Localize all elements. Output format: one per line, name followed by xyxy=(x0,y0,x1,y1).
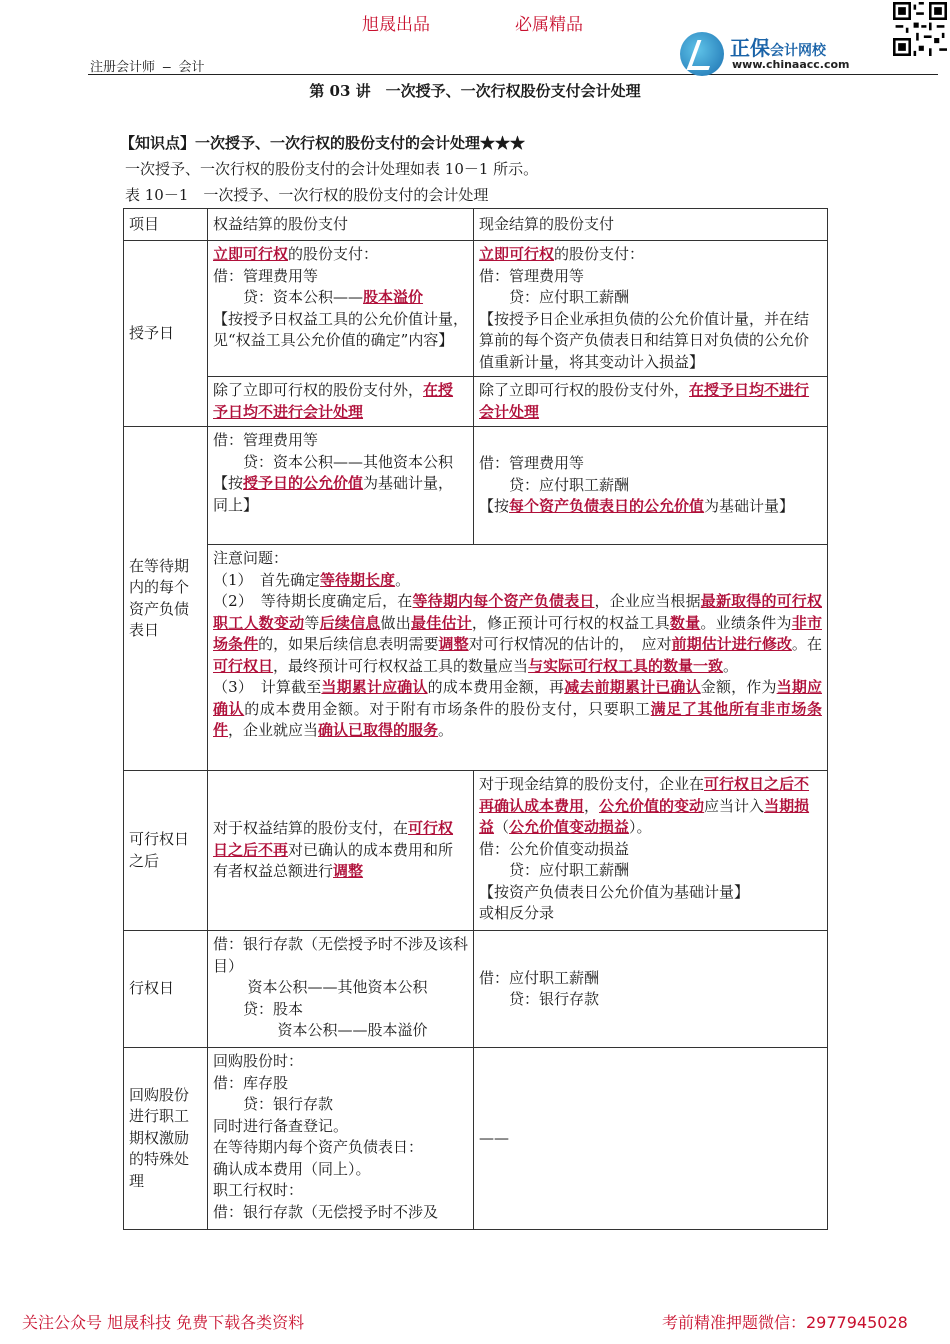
text: ，修正预计可行权的权益工具 xyxy=(471,613,670,632)
text-line xyxy=(213,287,468,309)
lecture-title: 第 03 讲 一次授予、一次行权股份支付会计处理 xyxy=(309,82,641,100)
text: （3） 计算截至 xyxy=(213,678,322,696)
logo-brand-suffix: 会计网校 xyxy=(770,43,826,59)
text: 除了立即可行权的股份支付外， xyxy=(213,381,424,399)
text-line: 借：应付职工薪酬 xyxy=(479,968,600,987)
note-2 xyxy=(213,591,822,677)
highlight: 当期应确认 xyxy=(213,678,822,718)
highlight: 满足了其他所有非市场条件 xyxy=(213,699,822,739)
text: 等 xyxy=(304,613,320,632)
highlight: 可行权日之后不再确认成本费用 xyxy=(479,775,810,815)
header-item: 项目 xyxy=(124,209,208,241)
text: 。 xyxy=(723,656,739,675)
table-row xyxy=(124,931,828,1048)
header-equity: 权益结算的股份支付 xyxy=(208,209,474,241)
text: ，企业应当根据 xyxy=(594,592,701,610)
text-line: 资本公积——其他资本公积 xyxy=(247,978,428,996)
exercise-equity-cell xyxy=(208,931,474,1048)
header-brand-right: 必属精品 xyxy=(515,15,583,35)
logo-mark-icon xyxy=(680,32,724,76)
text: 【按 xyxy=(479,497,510,516)
highlight: 前期估计进行修改 xyxy=(671,635,792,653)
text-line: 借：银行存款（无偿授予时不涉及 xyxy=(213,1202,439,1221)
text: 为基础计量，同上】 xyxy=(213,474,454,514)
text: （1） 首先确定 xyxy=(213,570,321,589)
text-line: 【按授予日权益工具的公允价值计量，见“权益工具公允价值的确定”内容】 xyxy=(213,309,469,349)
highlight: 授予日的公允价值 xyxy=(243,474,364,492)
text-line: 贷：应付职工薪酬 xyxy=(509,475,630,494)
text: 的股份支付： xyxy=(288,245,379,263)
grant-cash-other xyxy=(474,377,828,427)
text-line xyxy=(479,774,822,839)
text: 对于权益结算的股份支付，在 xyxy=(213,819,409,838)
text-line xyxy=(479,496,822,518)
text-line: 贷：银行存款 xyxy=(509,990,600,1008)
row-label-grant: 授予日 xyxy=(124,241,208,427)
highlight: 在授予日均不进行会计处理 xyxy=(213,381,454,421)
highlight: 确认已取得的服务 xyxy=(318,721,439,739)
after-vest-cash-cell xyxy=(474,771,828,931)
highlight: 每个资产负债表日的公允价值 xyxy=(509,497,705,516)
highlight: 非市场条件 xyxy=(213,613,822,653)
table-caption: 表 10－1 一次授予、一次行权的股份支付的会计处理 xyxy=(125,186,489,204)
highlight: 调整 xyxy=(438,635,469,653)
table-row xyxy=(124,241,828,377)
footer-left: 关注公众号 旭晟科技 免费下载各类资料 xyxy=(22,1313,305,1332)
highlight: 等待期内每个资产负债表日 xyxy=(412,592,595,610)
intro-text: 一次授予、一次行权的股份支付的会计处理如表 10－1 所示。 xyxy=(125,160,539,178)
accounting-table xyxy=(123,208,828,1230)
text: 。业绩条件为 xyxy=(700,613,792,632)
text: 【按 xyxy=(213,474,244,492)
note-1 xyxy=(213,570,822,592)
text-line: 确认成本费用（同上）。 xyxy=(213,1159,371,1178)
row-label-buyback: 回购股份进行职工期权激励的特殊处理 xyxy=(124,1048,208,1230)
highlight: 数量 xyxy=(669,613,701,632)
text: 。 xyxy=(395,570,411,589)
note-3 xyxy=(213,677,822,742)
text-line xyxy=(213,244,468,266)
table-row xyxy=(124,427,828,545)
logo-brand xyxy=(730,32,826,61)
text-line xyxy=(213,473,468,516)
buyback-equity-cell xyxy=(208,1048,474,1230)
text-line: 贷：资本公积——其他资本公积 xyxy=(243,452,454,471)
text: ，最终预计可行权权益工具的数量应当 xyxy=(273,656,529,675)
text-line: 贷：应付职工薪酬 xyxy=(509,861,630,879)
grant-equity-cell xyxy=(208,241,474,377)
text-line: 在等待期内每个资产负债表日： xyxy=(213,1138,424,1156)
text-line: 或相反分录 xyxy=(479,904,555,922)
highlight: 与实际可行权工具的数量一致 xyxy=(528,656,724,675)
text: 的成本费用金额，再 xyxy=(427,678,565,696)
text: 对已确认的成本费用和所有者权益总额进行 xyxy=(213,840,454,881)
waiting-notes-cell xyxy=(208,545,828,771)
header-brand-left: 旭晟出品 xyxy=(362,15,430,35)
text: 。在 xyxy=(791,635,822,653)
text-line: 借：公允价值变动损益 xyxy=(479,839,630,858)
text-line: 贷：银行存款 xyxy=(243,1095,334,1113)
waiting-cash-cell xyxy=(474,427,828,545)
table-header-row xyxy=(124,209,828,241)
text: 金额，作为 xyxy=(700,678,777,696)
text: 应当计入 xyxy=(704,796,765,815)
text: 的股份支付： xyxy=(554,245,645,263)
text-line: 回购股份时： xyxy=(213,1052,304,1070)
text-line: 【按授予日企业承担负债的公允价值计量，并在结算前的每个资产负债表日和结算日对负债的公允价值重新计量，将其变动计入损益】 xyxy=(479,309,810,371)
waiting-equity-cell xyxy=(208,427,474,545)
highlight: 公允价值的变动 xyxy=(599,796,705,815)
highlight: 可行权日 xyxy=(213,656,274,675)
highlight: 立即可行权 xyxy=(213,245,289,263)
text-line: 借：库存股 xyxy=(213,1073,289,1092)
text-line: 借：管理费用等 xyxy=(479,266,585,285)
qr-code-icon xyxy=(893,2,947,56)
logo-url: www.chinaacc.com xyxy=(732,58,850,71)
text: ）。 xyxy=(629,818,652,836)
highlight: 等待期长度 xyxy=(320,570,396,589)
table-row xyxy=(124,545,828,771)
text-line: 职工行权时： xyxy=(213,1181,304,1199)
text-line xyxy=(479,244,822,266)
header-subtitle: 注册会计师 – 会计 xyxy=(90,60,205,75)
highlight: 当期累计应确认 xyxy=(321,678,428,696)
text: 贷：资本公积—— xyxy=(243,288,364,306)
text-line: 资本公积——股本溢价 xyxy=(277,1021,428,1039)
chinaacc-logo xyxy=(680,30,865,74)
text-line: 贷：应付职工薪酬 xyxy=(509,288,630,306)
text: 的，如果后续信息表明需要 xyxy=(258,635,439,653)
grant-equity-other xyxy=(208,377,474,427)
exercise-cash-cell xyxy=(474,931,828,1048)
row-label-after-vest: 可行权日之后 xyxy=(124,771,208,931)
header-divider xyxy=(88,74,938,75)
text-line: 借：管理费用等 xyxy=(213,266,319,285)
highlight: 后续信息 xyxy=(319,613,381,632)
text: （2） 等待期长度确定后，在 xyxy=(213,592,413,610)
text-line: 借：管理费用等 xyxy=(213,431,319,449)
header-cash: 现金结算的股份支付 xyxy=(474,209,828,241)
text: ， xyxy=(584,796,600,815)
highlight: 减去前期累计已确认 xyxy=(564,678,701,696)
highlight: 可行权日之后不再 xyxy=(213,819,454,859)
row-label-exercise: 行权日 xyxy=(124,931,208,1048)
row-label-waiting: 在等待期内的每个资产负债表日 xyxy=(124,427,208,771)
highlight: 在授予日均不进行会计处理 xyxy=(479,381,810,421)
logo-brand-main: 正保 xyxy=(730,36,770,60)
text: 除了立即可行权的股份支付外， xyxy=(479,381,690,399)
buyback-cash-cell: —— xyxy=(474,1048,828,1230)
text-line: 借：管理费用等 xyxy=(479,454,585,473)
table-row xyxy=(124,377,828,427)
highlight: 最新取得的可行权职工人数变动 xyxy=(213,592,822,632)
text: 对可行权情况的估计的， 应对 xyxy=(468,635,672,653)
after-vest-equity-cell xyxy=(208,771,474,931)
note-title: 注意问题： xyxy=(213,549,289,567)
highlight: 公允价值变动损益 xyxy=(509,818,630,836)
text-line: 同时进行备查登记。 xyxy=(213,1116,349,1135)
text: 做出 xyxy=(380,613,411,632)
text: （ xyxy=(494,818,510,836)
highlight: 最佳估计 xyxy=(411,613,472,632)
highlight: 调整 xyxy=(333,862,364,881)
text: 的成本费用金额。对于附有市场条件的股份支付，只要职工 xyxy=(244,699,651,718)
table-row xyxy=(124,1048,828,1230)
highlight: 股本溢价 xyxy=(363,288,424,306)
text: 对于现金结算的股份支付，企业在 xyxy=(479,775,705,793)
text: 。 xyxy=(438,721,454,739)
section-heading: 【知识点】一次授予、一次行权的股份支付的会计处理★★★ xyxy=(120,134,526,152)
highlight: 立即可行权 xyxy=(479,245,555,263)
text-line: 借：银行存款（无偿授予时不涉及该科目） xyxy=(213,935,469,975)
text-line: 【按资产负债表日公允价值为基础计量】 xyxy=(479,882,750,901)
text-line: 贷：股本 xyxy=(243,999,304,1018)
text: 为基础计量】 xyxy=(704,497,795,516)
grant-cash-cell xyxy=(474,241,828,377)
table-row xyxy=(124,771,828,931)
highlight: 当期损益 xyxy=(479,796,810,836)
text: ，企业就应当 xyxy=(228,721,319,739)
footer-right: 考前精准押题微信：2977945028 xyxy=(662,1313,908,1332)
